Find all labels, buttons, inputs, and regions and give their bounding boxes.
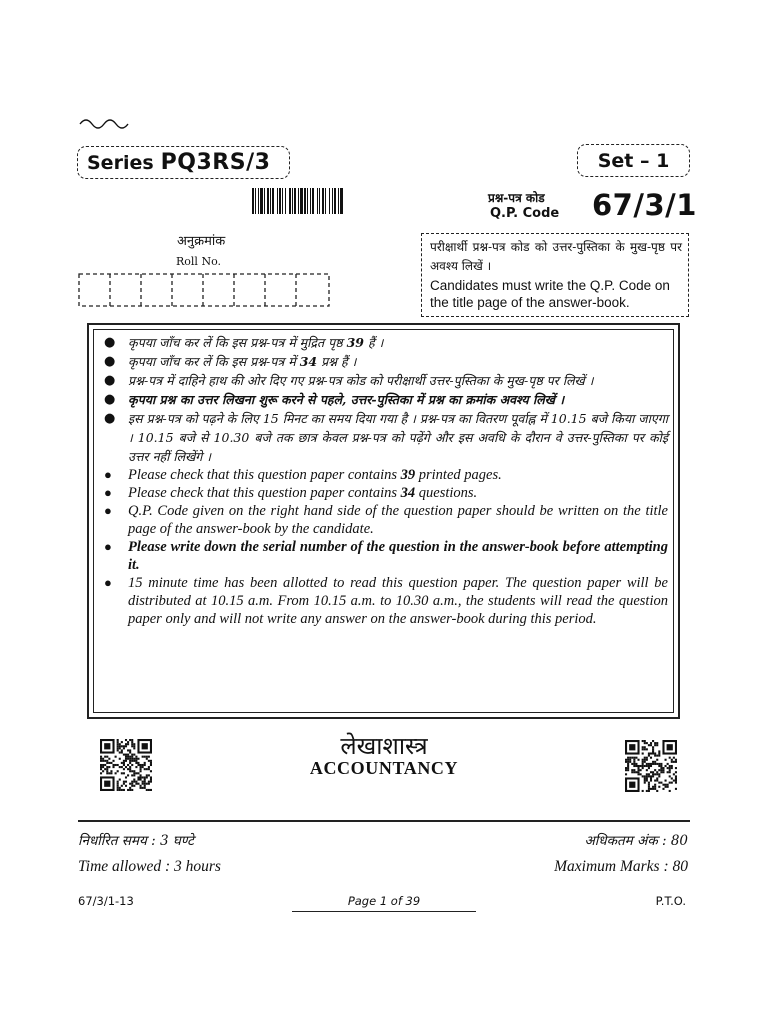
roll-label-hindi: अनुक्रमांक [177,234,226,249]
bullet-icon: ● [104,485,112,500]
bullet-icon: ● [104,392,116,407]
set-box [577,144,690,177]
maximum-marks-english: Maximum Marks : 80 [554,858,688,875]
footer-pto: P.T.O. [655,894,686,908]
set-label: Set – 1 [597,149,670,172]
subject-title-hindi: लेखाशास्त्र [340,732,428,760]
subject-title-english: ACCOUNTANCY [309,758,459,778]
series-code: PQ3RS/3 [160,150,271,175]
instruction-item: ● Please check that this question paper contains 39 printed pages. [104,467,502,483]
bullet-icon: ● [104,539,112,554]
candidate-note-hindi: परीक्षार्थी प्रश्न-पत्र कोड को उत्तर-पुस्तिका के मुख-पृष्ठ पर अवश्य लिखें । [430,240,682,273]
instructions-list [104,333,668,628]
bullet-icon: ● [104,335,116,350]
instruction-item: ● कृपया प्रश्न का उत्तर लिखना शुरू करने से पहले, उत्तर-पुस्तिका में प्रश्न का क्रमांक अवश्य लिखें । [104,392,565,407]
bullet-icon: ● [104,503,112,518]
maximum-marks-hindi: अधिकतम अंक : 80 [584,833,688,849]
bullet-icon: ● [104,354,116,369]
tilde-mark [78,112,132,132]
candidate-note-box [421,233,689,317]
time-allowed-hindi: निर्धारित समय : 3 घण्टे [78,833,194,849]
instruction-item: ● 15 minute time has been allotted to read this question paper. The question paper will be distributed at 10.15 a.m. From 10.15 a.m. to 10.30 a.m., the students will read the question paper only and will not write any answer on the answer-book during this period. [104,575,668,627]
instruction-item: ● कृपया जाँच कर लें कि इस प्रश्न-पत्र में 34 प्रश्न हैं । [104,354,357,369]
qp-code-label-english: Q.P. Code [490,206,560,221]
footer-page-underline [292,911,476,912]
divider-line [78,820,690,822]
series-label: Series [87,151,154,174]
barcode-image [252,188,380,214]
instruction-item: ● प्रश्न-पत्र में दाहिने हाथ की ओर दिए गए प्रश्न-पत्र कोड को परीक्षार्थी उत्तर-पुस्तिका के मुख-पृष्ठ पर लिखें । [104,373,594,388]
time-allowed-english: Time allowed : 3 hours [78,858,221,875]
bullet-icon: ● [104,575,112,590]
bullet-icon: ● [104,467,112,482]
instruction-item: ● कृपया जाँच कर लें कि इस प्रश्न-पत्र में मुद्रित पृष्ठ 39 हैं । [104,335,384,350]
instruction-item: ● इस प्रश्न-पत्र को पढ़ने के लिए 15 मिनट का समय दिया गया है । प्रश्न-पत्र का वितरण पूर्वाह्न में 10.15 बजे किया जाएगा । 10.15 बजे से 10.30 बजे तक छात्र केवल प्रश्न-पत्र को पढ़ेंगे और इस अवधि के दौरान वे उत्तर-पुस्तिका पर कोई उत्तर नहीं लिखेंगे । [104,411,668,464]
qp-code-label-hindi: प्रश्न-पत्र कोड [488,191,545,205]
footer-page-number: Page 1 of 39 [347,894,421,908]
series-box [77,146,290,179]
bullet-icon: ● [104,411,116,426]
bullet-icon: ● [104,373,116,388]
instruction-item: ● Please check that this question paper contains 34 questions. [104,485,478,501]
candidate-note-english: Candidates must write the Q.P. Code on the title page of the answer-book. [430,278,670,310]
roll-number-boxes [78,273,330,307]
footer-paper-code: 67/3/1-13 [78,894,134,908]
instruction-item: ● Please write down the serial number of the question in the answer-book before attempting it. [104,539,668,573]
instruction-item: ● Q.P. Code given on the right hand side of the question paper should be written on the title page of the answer-book by the candidate. [104,503,668,537]
roll-label-english: Roll No. [176,255,221,268]
qp-code-value: 67/3/1 [592,188,697,222]
